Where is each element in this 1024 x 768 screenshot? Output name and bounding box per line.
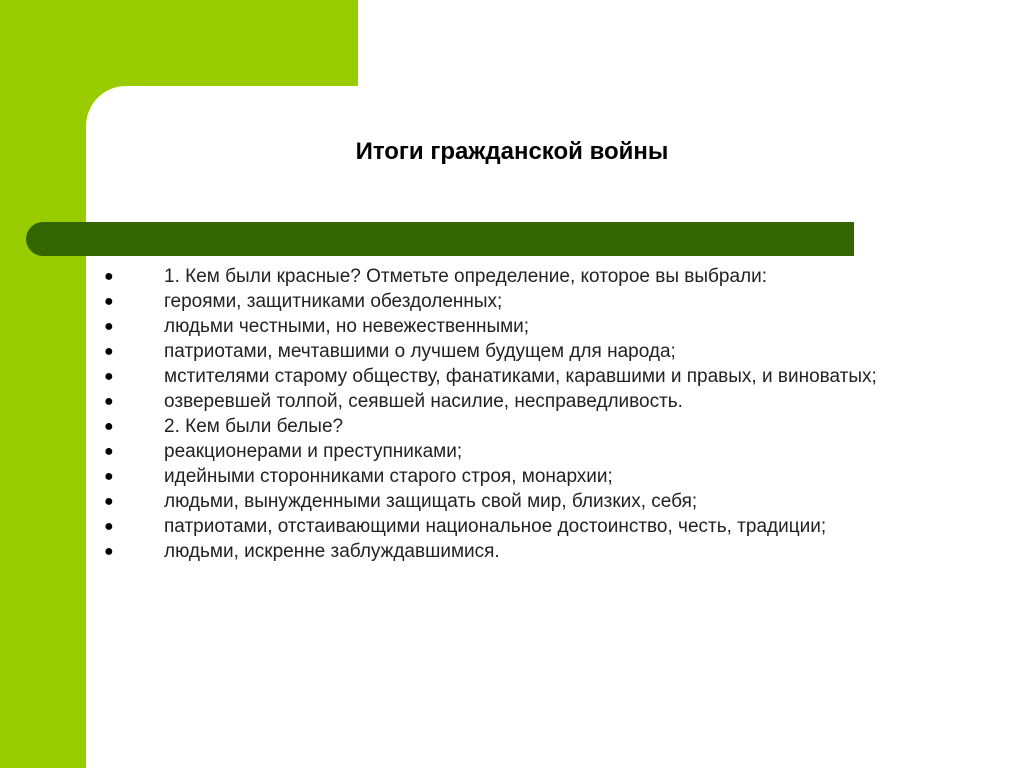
list-item-text: идейными сторонниками старого строя, монархии; <box>164 466 613 487</box>
title-underline-bar <box>26 222 854 256</box>
list-item <box>0 491 1024 512</box>
list-item-text: реакционерами и преступниками; <box>164 441 463 462</box>
slide-title: Итоги гражданской войны <box>355 138 669 165</box>
bullet-icon: ● <box>104 418 114 435</box>
list-item <box>0 441 1024 462</box>
list-item <box>0 291 1024 312</box>
bullet-icon: ● <box>104 318 114 335</box>
bullet-icon: ● <box>104 468 114 485</box>
list-item-text: мстителями старому обществу, фанатиками, каравшими и правых, и виноватых; <box>164 366 877 387</box>
list-item <box>0 266 1024 287</box>
list-item-text: патриотами, отстаивающими национальное достоинство, честь, традиции; <box>164 516 827 537</box>
bullet-icon: ● <box>104 518 114 535</box>
list-item-text: 1. Кем были красные? Отметьте определение, которое вы выбрали: <box>164 266 768 287</box>
list-item <box>0 316 1024 337</box>
bullet-icon: ● <box>104 293 114 310</box>
bullet-icon: ● <box>104 368 114 385</box>
bullet-icon: ● <box>104 543 114 560</box>
bullet-icon: ● <box>104 343 114 360</box>
bullet-list <box>0 266 1024 566</box>
list-item <box>0 541 1024 562</box>
list-item-text: патриотами, мечтавшими о лучшем будущем для народа; <box>164 341 676 362</box>
list-item-text: героями, защитниками обездоленных; <box>164 291 503 312</box>
list-item <box>0 416 1024 437</box>
list-item <box>0 466 1024 487</box>
list-item-text: людьми, искренне заблуждавшимися. <box>164 541 500 562</box>
bullet-icon: ● <box>104 393 114 410</box>
list-item-text: людьми, вынужденными защищать свой мир, близких, себя; <box>164 491 698 512</box>
bullet-icon: ● <box>104 443 114 460</box>
list-item <box>0 341 1024 362</box>
list-item-text: людьми честными, но невежественными; <box>164 316 530 337</box>
list-item <box>0 516 1024 537</box>
list-item-text: озверевшей толпой, сеявшей насилие, несправедливость. <box>164 391 683 412</box>
bullet-icon: ● <box>104 493 114 510</box>
list-item-text: 2. Кем были белые? <box>164 416 344 437</box>
bullet-icon: ● <box>104 268 114 285</box>
list-item <box>0 366 1024 387</box>
list-item <box>0 391 1024 412</box>
